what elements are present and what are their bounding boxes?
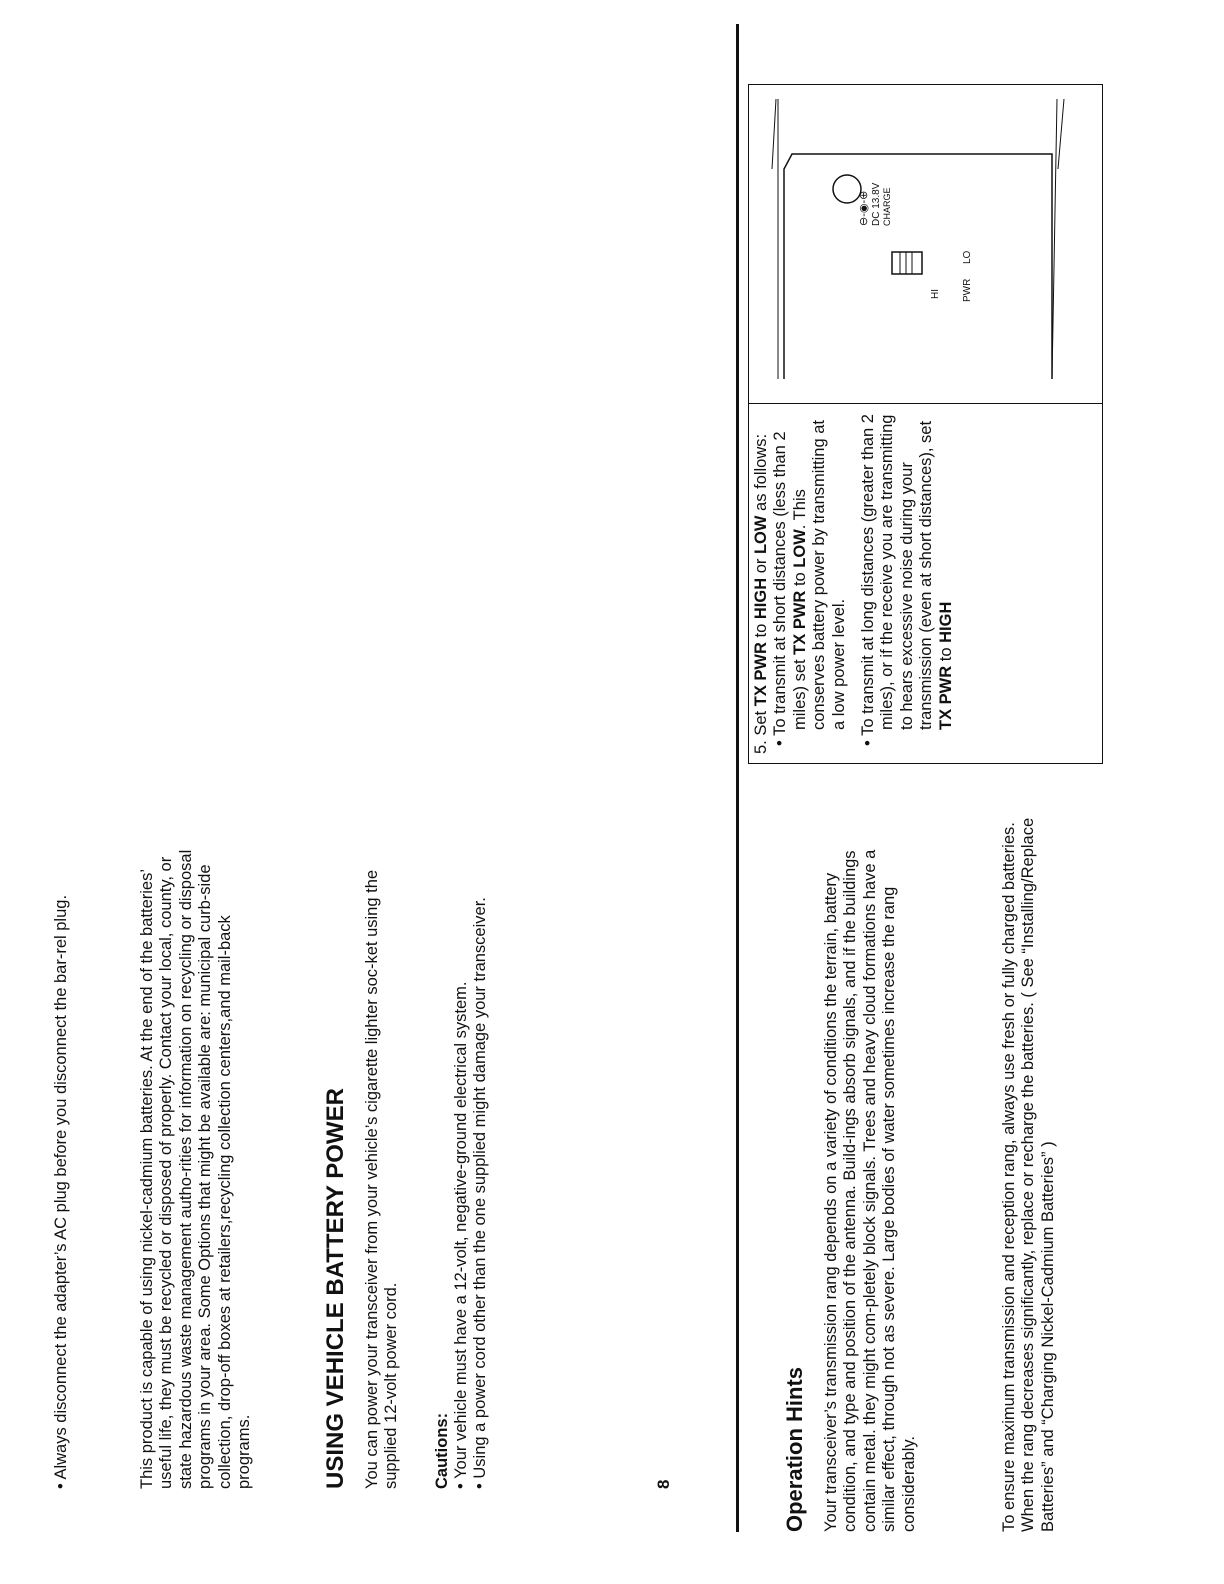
step5-column-divider [748, 403, 1103, 404]
high-bullet-tx-pwr: TX PWR [936, 665, 955, 730]
device-dc-label: DC 13.8V [871, 182, 882, 226]
device-side-illustration [752, 89, 1102, 399]
page-number: 8 [654, 1479, 673, 1489]
step5-as-follows: as follows: [752, 433, 770, 511]
device-hi-label: HI [930, 289, 941, 299]
step5-number: 5. [752, 740, 770, 754]
vehicle-paragraph-text: You can power your transceiver from your vehicle’s cigarette lighter soc-ket using the supplied 12-volt power cord. [363, 869, 401, 1489]
step5-set: Set [752, 710, 770, 736]
step5-tx-pwr: TX PWR [752, 642, 770, 707]
step5-to: to [752, 623, 770, 638]
caution-item-1: • Your vehicle must have a 12-volt, negative-ground electrical system. [452, 981, 470, 1489]
high-bullet-high: HIGH [936, 601, 955, 643]
bullet-disconnect-text: • Always disconnect the adapter’s AC plug before you disconnect the bar-rel plug. [52, 894, 70, 1489]
device-lo-label: LO [962, 250, 973, 264]
hints-paragraph-1-text: Your transceiver’s transmission rang depends on a variety of conditions the terrain, battery condition, and type and position of the antenna. Build-ings absorb signals, and if the buildings contain metal. they might com-pletely block signals. Trees and heavy cloud formations have a similar effect, through not as severe. Large bodies of water sometimes increase the rang considerably. [822, 849, 918, 1532]
step5-text [752, 414, 956, 754]
low-bullet-to: to [790, 572, 809, 587]
low-bullet-low: LOW [790, 529, 809, 568]
recycle-paragraph [138, 839, 254, 1489]
vehicle-paragraph [363, 839, 402, 1489]
device-pwr-label: PWR [962, 278, 973, 302]
recycle-paragraph-text: This product is capable of using nickel-cadmium batteries. At the end of the batteries’ useful life, they must be recycled or disposed of properly. Contact your local, county, or state hazardous waste management autho-rities for information on recycling or disposal programs in your area. Some Options that might be available are: municipal curb-side collection, drop-off boxes at retailers,recycling collection centers,and mail-back programs. [138, 849, 254, 1489]
step5-high: HIGH [752, 577, 770, 620]
hints-paragraph-2 [1000, 812, 1058, 1532]
operation-hints-heading: Operation Hints [782, 1366, 807, 1532]
bullet-disconnect [52, 823, 71, 1489]
high-bullet-to: to [936, 647, 955, 662]
top-rule-right [736, 24, 739, 746]
hints-paragraph-1 [822, 812, 919, 1532]
caution-item-2: • Using a power cord other than the one supplied might damage your transceiver. [471, 897, 490, 1489]
step5-or: or [752, 558, 770, 574]
high-bullet-text-a: • To transmit at long distances (greater than 2 miles), or if the receive you are transmitting to hears excessive noise during your transmission (even at short distances), set [859, 414, 936, 746]
vehicle-heading: USING VEHICLE BATTERY POWER [322, 1088, 349, 1489]
power-switch-icon [892, 252, 922, 274]
hints-paragraph-2-text: To ensure maximum transmission and reception rang, always use fresh or fully charged batteries. When the rang decreases significantly, replace or recharge the batteries. ( See “Installing/Replace Batteries” and “Charging Nickel-Cadmium Batteries” ) [1000, 817, 1057, 1532]
device-polarity-label: ⊖-◉-⊕ [858, 190, 870, 226]
dc-jack-icon [833, 175, 861, 203]
low-bullet-text-a: • To transmit at short distances (less than 2 miles) set [771, 431, 809, 746]
low-bullet-text-c: . This conserves battery power by transmitting at a low power level. [790, 420, 848, 730]
step5-low: LOW [752, 515, 770, 555]
cautions-label: Cautions: [433, 1412, 451, 1489]
low-bullet-tx-pwr: TX PWR [790, 590, 809, 655]
top-rule-left [736, 740, 739, 1532]
step5-high-bullet [859, 414, 956, 746]
step5-low-bullet [771, 414, 849, 746]
cautions-list [452, 839, 491, 1489]
device-charge-label: CHARGE [882, 187, 892, 226]
